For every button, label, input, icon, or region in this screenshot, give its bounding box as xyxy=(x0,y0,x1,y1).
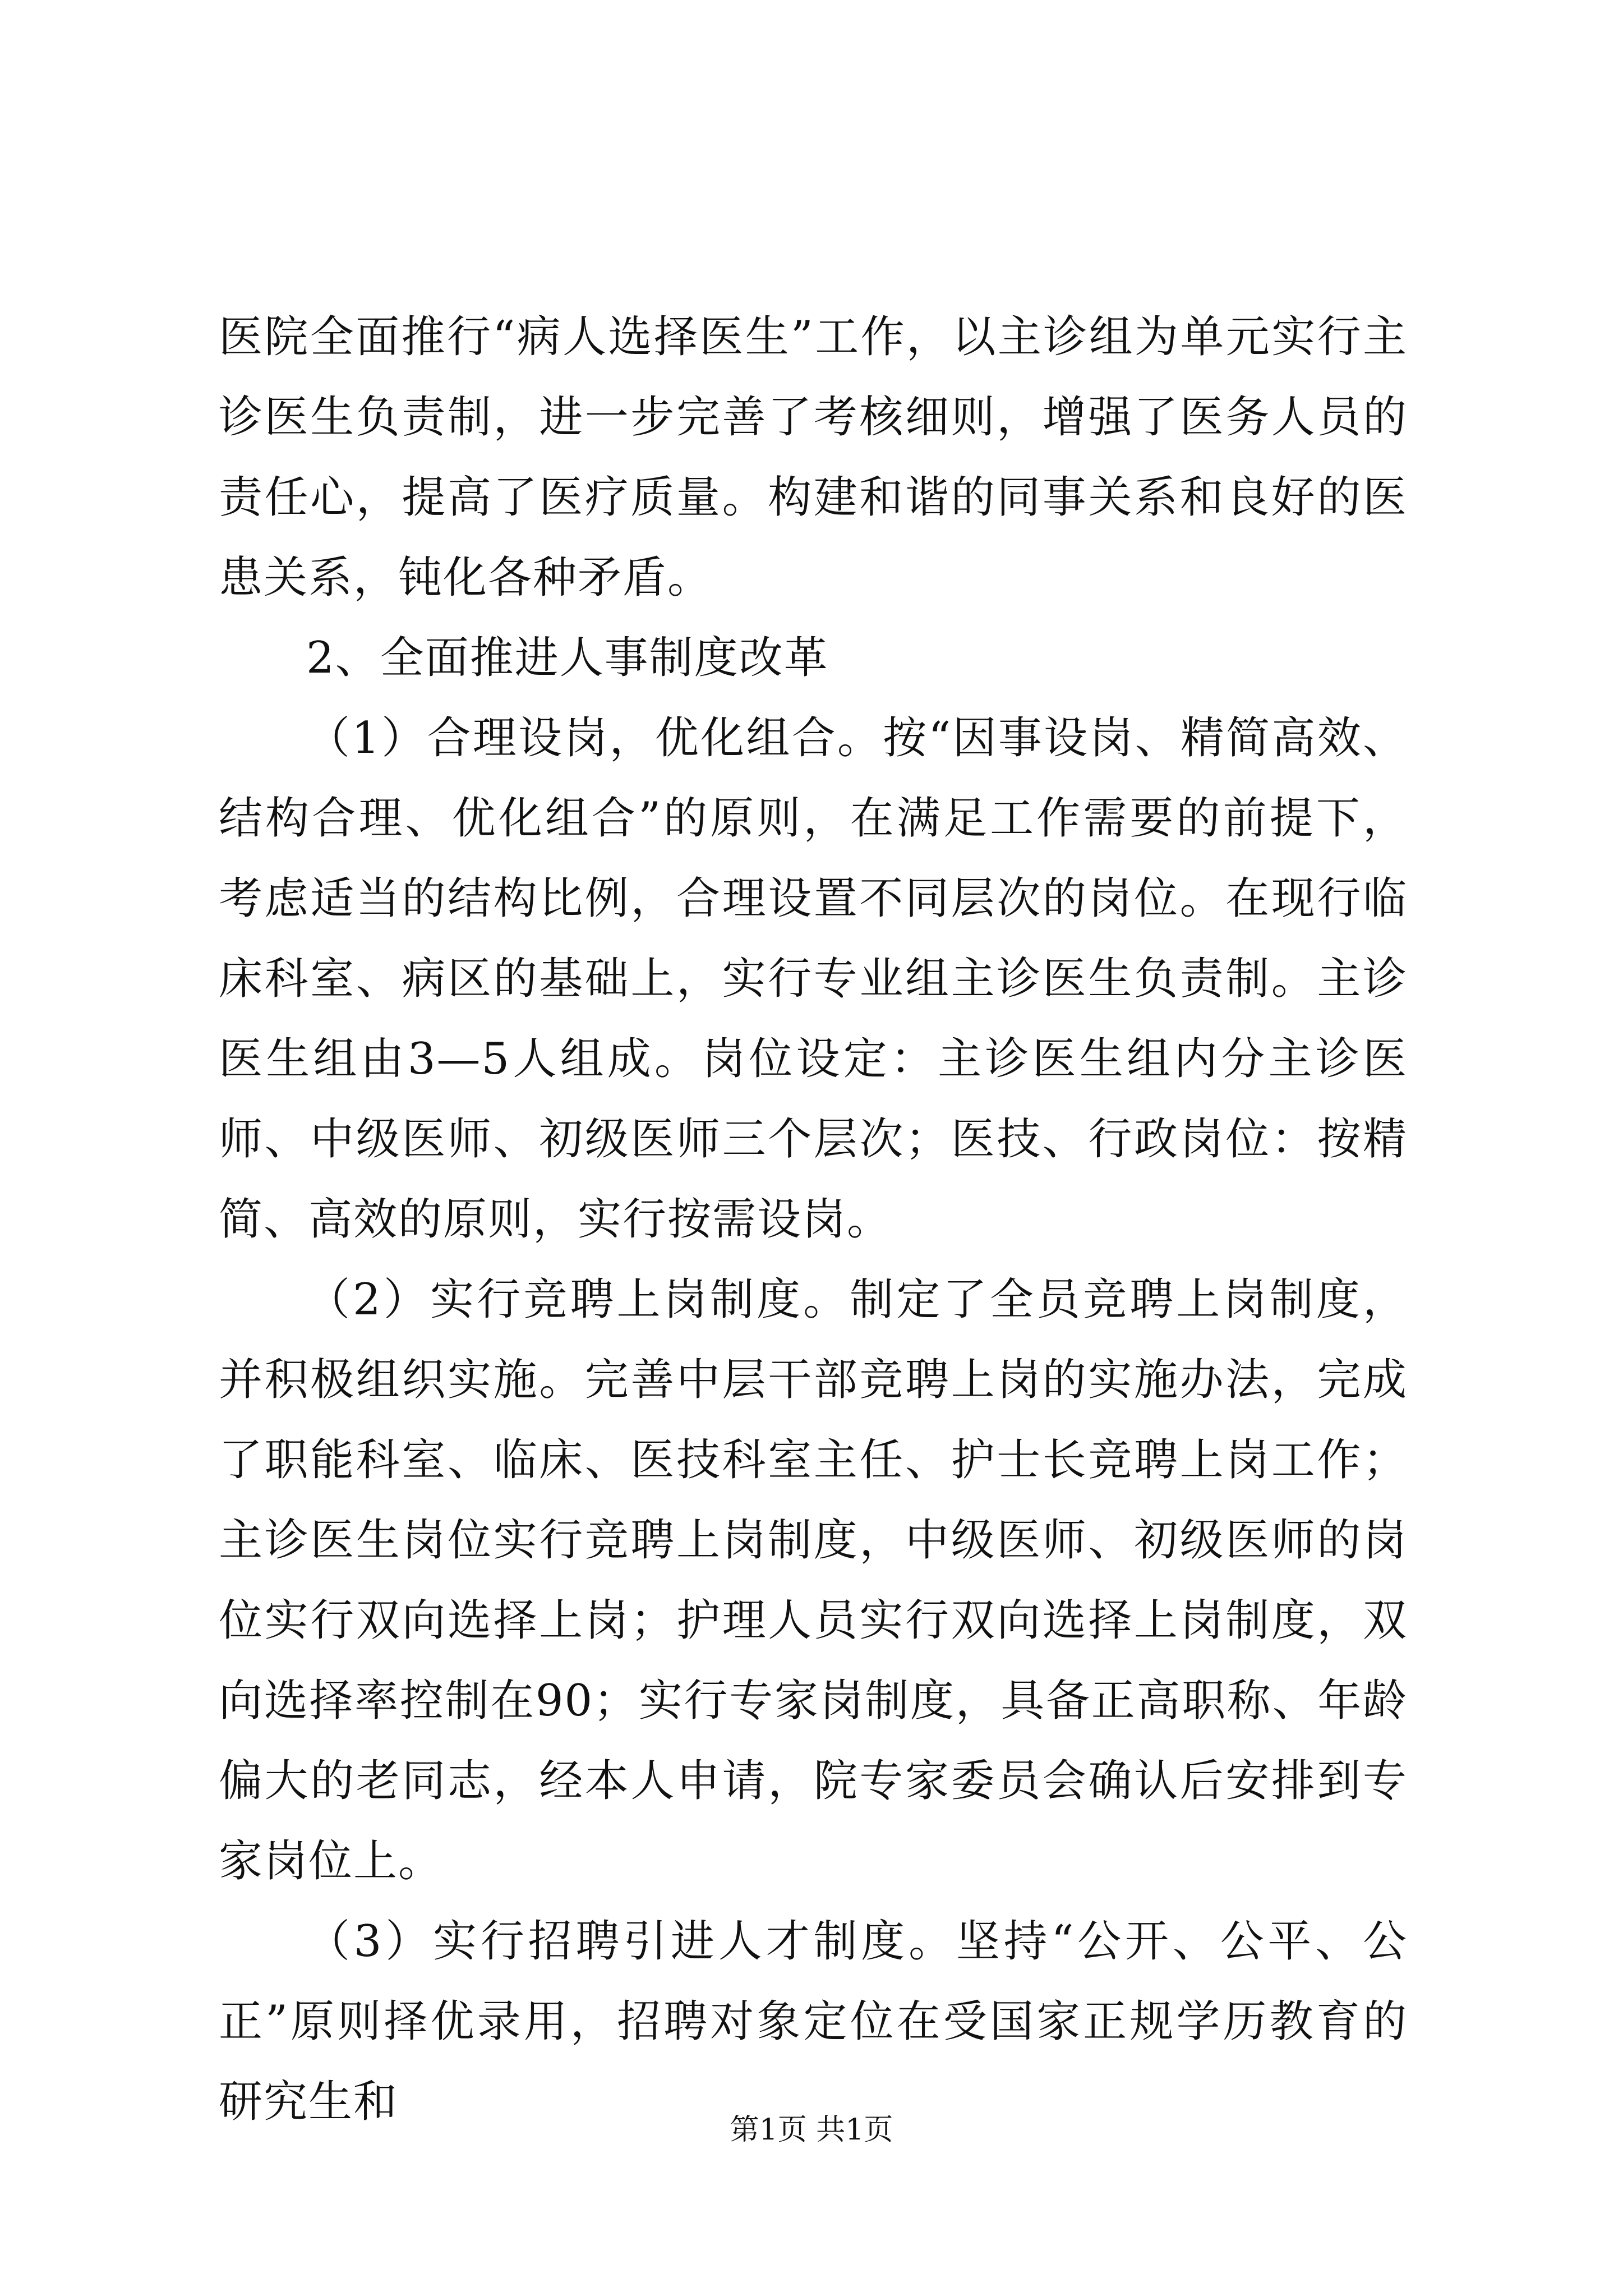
page-footer: 第1页 共1页 xyxy=(730,2113,893,2147)
paragraph-1: 医院全面推行“病人选择医生”工作，以主诊组为单元实行主诊医生负责制，进一步完善了考核细则，增强了医务人员的责任心，提高了医疗质量。构建和谐的同事关系和良好的医患关系，钝化各种矛盾。 xyxy=(219,312,1408,603)
paragraph-talent-recruitment: （3）实行招聘引进人才制度。坚持“公开、公平、公正”原则择优录用，招聘对象定位在受国家正规学历教育的研究生和 xyxy=(219,1916,1408,2127)
paragraph-competitive-hiring: （2）实行竞聘上岗制度。制定了全员竞聘上岗制度，并积极组织实施。完善中层干部竞聘上岗的实施办法，完成了职能科室、临床、医技科室主任、护士长竞聘上岗工作；主诊医生岗位实行竞聘上岗制度，中级医师、初级医师的岗位实行双向选择上岗；护理人员实行双向选择上岗制度，双向选择率控制在90；实行专家岗制度，具备正高职称、年龄偏大的老同志，经本人申请，院专家委员会确认后安排到专家岗位上。 xyxy=(219,1274,1408,1887)
document-body xyxy=(219,297,1408,2142)
paragraph-post-setting: （1）合理设岗，优化组合。按“因事设岗、精简高效、结构合理、优化组合”的原则，在满足工作需要的前提下，考虑适当的结构比例，合理设置不同层次的岗位。在现行临床科室、病区的基础上，实行专业组主诊医生负责制。主诊医生组由3—5人组成。岗位设定：主诊医生组内分主诊医师、中级医师、初级医师三个层次；医技、行政岗位：按精简、高效的原则，实行按需设岗。 xyxy=(219,713,1408,1245)
section-heading: 2、全面推进人事制度改革 xyxy=(306,633,829,683)
